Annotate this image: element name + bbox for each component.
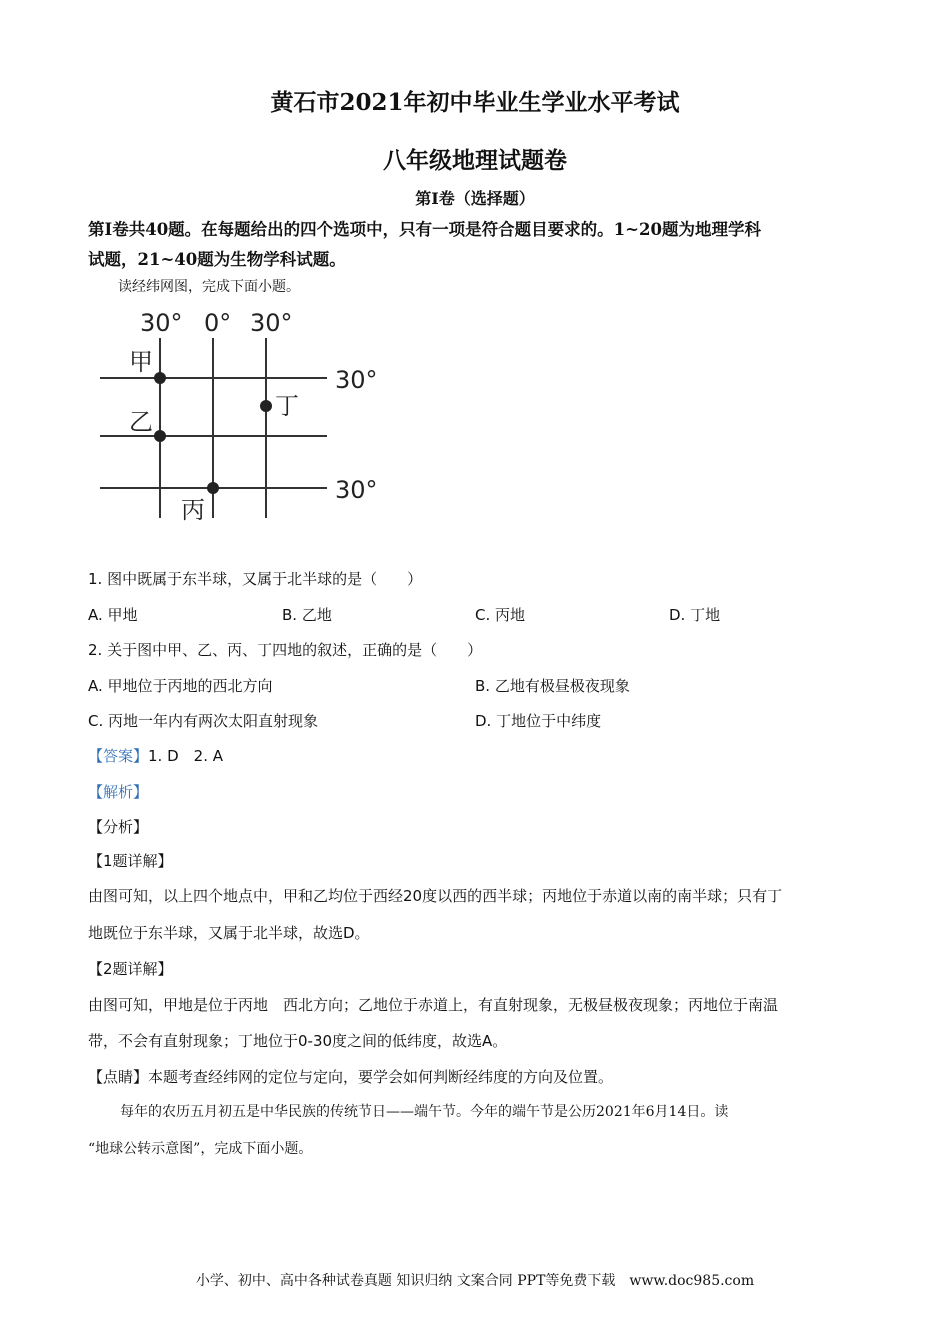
detail-1-line-1: 由图可知，以上四个地点中，甲和乙均位于西经20度以西的西半球；丙地位于赤道以南的南半球；只有丁	[88, 887, 783, 905]
lat-label-south: 30°	[335, 476, 378, 504]
q2-option-d: D. 丁地位于中纬度	[475, 712, 602, 730]
detail-1-label: 【1题详解】	[88, 852, 173, 870]
graticule-figure	[95, 300, 395, 530]
lon-label-zero: 0°	[204, 309, 232, 337]
lat-label-north: 30°	[335, 366, 378, 394]
point-label-jia: 甲	[129, 348, 153, 376]
point-jia	[154, 372, 166, 384]
detail-2-line-1: 由图可知，甲地是位于丙地 西北方向；乙地位于赤道上，有直射现象，无极昼极夜现象；丙地位于南温	[88, 996, 779, 1014]
detail-1-line-2: 地既位于东半球，又属于北半球，故选D。	[88, 924, 370, 942]
point-yi	[154, 430, 166, 442]
question-1-stem: 1. 图中既属于东半球，又属于北半球的是（ ）	[88, 570, 423, 588]
point-bing	[207, 482, 219, 494]
section-heading: 第Ⅰ卷（选择题）	[415, 189, 535, 208]
q1-option-d: D. 丁地	[669, 606, 721, 624]
intro-text-1: 读经纬网图，完成下面小题。	[118, 279, 300, 295]
instructions-line-2: 试题，21~40题为生物学科试题。	[88, 250, 346, 269]
page-footer: 小学、初中、高中各种试卷真题 知识归纳 文案合同 PPT等免费下载 www.doc985.com	[195, 1273, 755, 1289]
q2-option-c: C. 丙地一年内有两次太阳直射现象	[88, 712, 319, 730]
point-ding	[260, 400, 272, 412]
point-label-yi: 乙	[129, 408, 153, 436]
lon-label-east: 30°	[250, 309, 293, 337]
detail-2-line-2: 带，不会有直射现象；丁地位于0-30度之间的低纬度，故选A。	[88, 1032, 508, 1050]
detail-2-label: 【2题详解】	[88, 960, 173, 978]
page-title: 黄石市2021年初中毕业生学业水平考试	[270, 89, 680, 116]
analysis-label: 【解析】	[88, 783, 149, 801]
page-subtitle: 八年级地理试题卷	[383, 147, 567, 174]
intro-text-2-line-2: “地球公转示意图”，完成下面小题。	[88, 1141, 313, 1157]
q2-option-b: B. 乙地有极昼极夜现象	[475, 677, 630, 695]
q1-option-b: B. 乙地	[282, 606, 332, 624]
point-label-ding: 丁	[275, 392, 299, 420]
dianjing-line: 【点睛】本题考查经纬网的定位与定向，要学会如何判断经纬度的方向及位置。	[88, 1068, 614, 1086]
q1-option-c: C. 丙地	[475, 606, 526, 624]
instructions-line-1: 第Ⅰ卷共40题。在每题给出的四个选项中，只有一项是符合题目要求的。1~20题为地理学科	[88, 220, 761, 239]
q1-option-a: A. 甲地	[88, 606, 138, 624]
point-label-bing: 丙	[181, 496, 205, 524]
fenxi-label: 【分析】	[88, 818, 149, 836]
lon-label-west: 30°	[140, 309, 183, 337]
answer-label: 【答案】	[88, 747, 149, 765]
answer-line	[88, 745, 223, 766]
intro-text-2-line-1: 每年的农历五月初五是中华民族的传统节日——端午节。今年的端午节是公历2021年6月14日。读	[120, 1104, 729, 1120]
question-2-stem: 2. 关于图中甲、乙、丙、丁四地的叙述，正确的是（ ）	[88, 641, 483, 659]
q2-option-a: A. 甲地位于丙地的西北方向	[88, 677, 273, 695]
answer-text: 1. D 2. A	[148, 747, 223, 765]
